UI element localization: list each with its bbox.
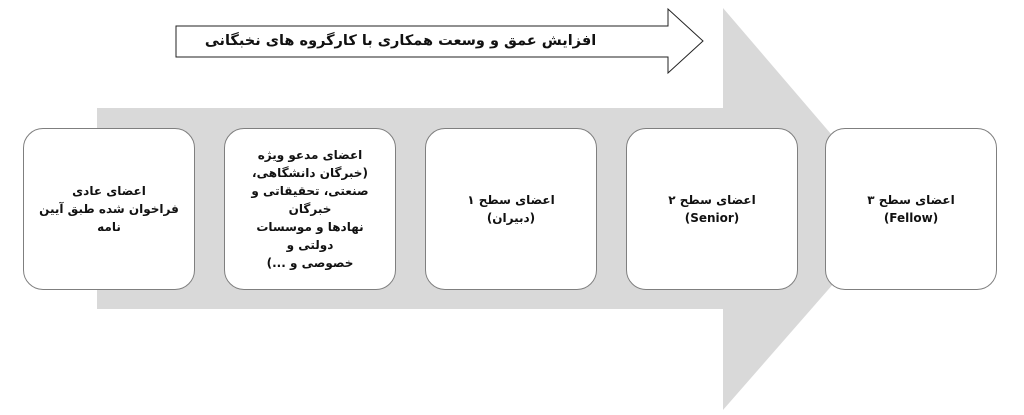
- level-box-invited-members: [224, 128, 396, 290]
- level-title: اعضای عادی: [72, 184, 146, 198]
- level-box-text: [855, 191, 966, 227]
- level-desc-line: (دبیران): [486, 211, 536, 225]
- level-desc-line: (Fellow): [883, 211, 939, 225]
- level-desc-line: نهادها و موسسات دولتی و: [256, 220, 364, 252]
- level-desc-line: صنعتی، تحقیقاتی و خبرگان: [251, 184, 369, 216]
- level-title: اعضای سطح ۳: [867, 193, 955, 207]
- level-box-regular-members: [23, 128, 195, 290]
- level-box-text: [27, 182, 191, 236]
- level-title: اعضای سطح ۲: [668, 193, 756, 207]
- level-box-text: [225, 146, 395, 272]
- level-box-level-3: [825, 128, 997, 290]
- level-desc-line: (Senior): [684, 211, 740, 225]
- level-desc-line: نامه: [97, 220, 121, 234]
- level-box-level-2: [626, 128, 798, 290]
- collaboration-arrow-label: افزایش عمق و وسعت همکاری با کارگروه های نخبگانی: [204, 33, 597, 49]
- level-desc-line: خصوصی و ...): [266, 256, 354, 270]
- level-desc-line: (خبرگان دانشگاهی،: [252, 166, 368, 180]
- level-title: اعضای مدعو ویژه: [257, 148, 363, 162]
- level-title: اعضای سطح ۱: [467, 193, 555, 207]
- level-desc-line: فراخوان شده طبق آیین: [39, 202, 179, 216]
- level-box-text: [656, 191, 767, 227]
- level-box-text: [455, 191, 566, 227]
- level-box-level-1: [425, 128, 597, 290]
